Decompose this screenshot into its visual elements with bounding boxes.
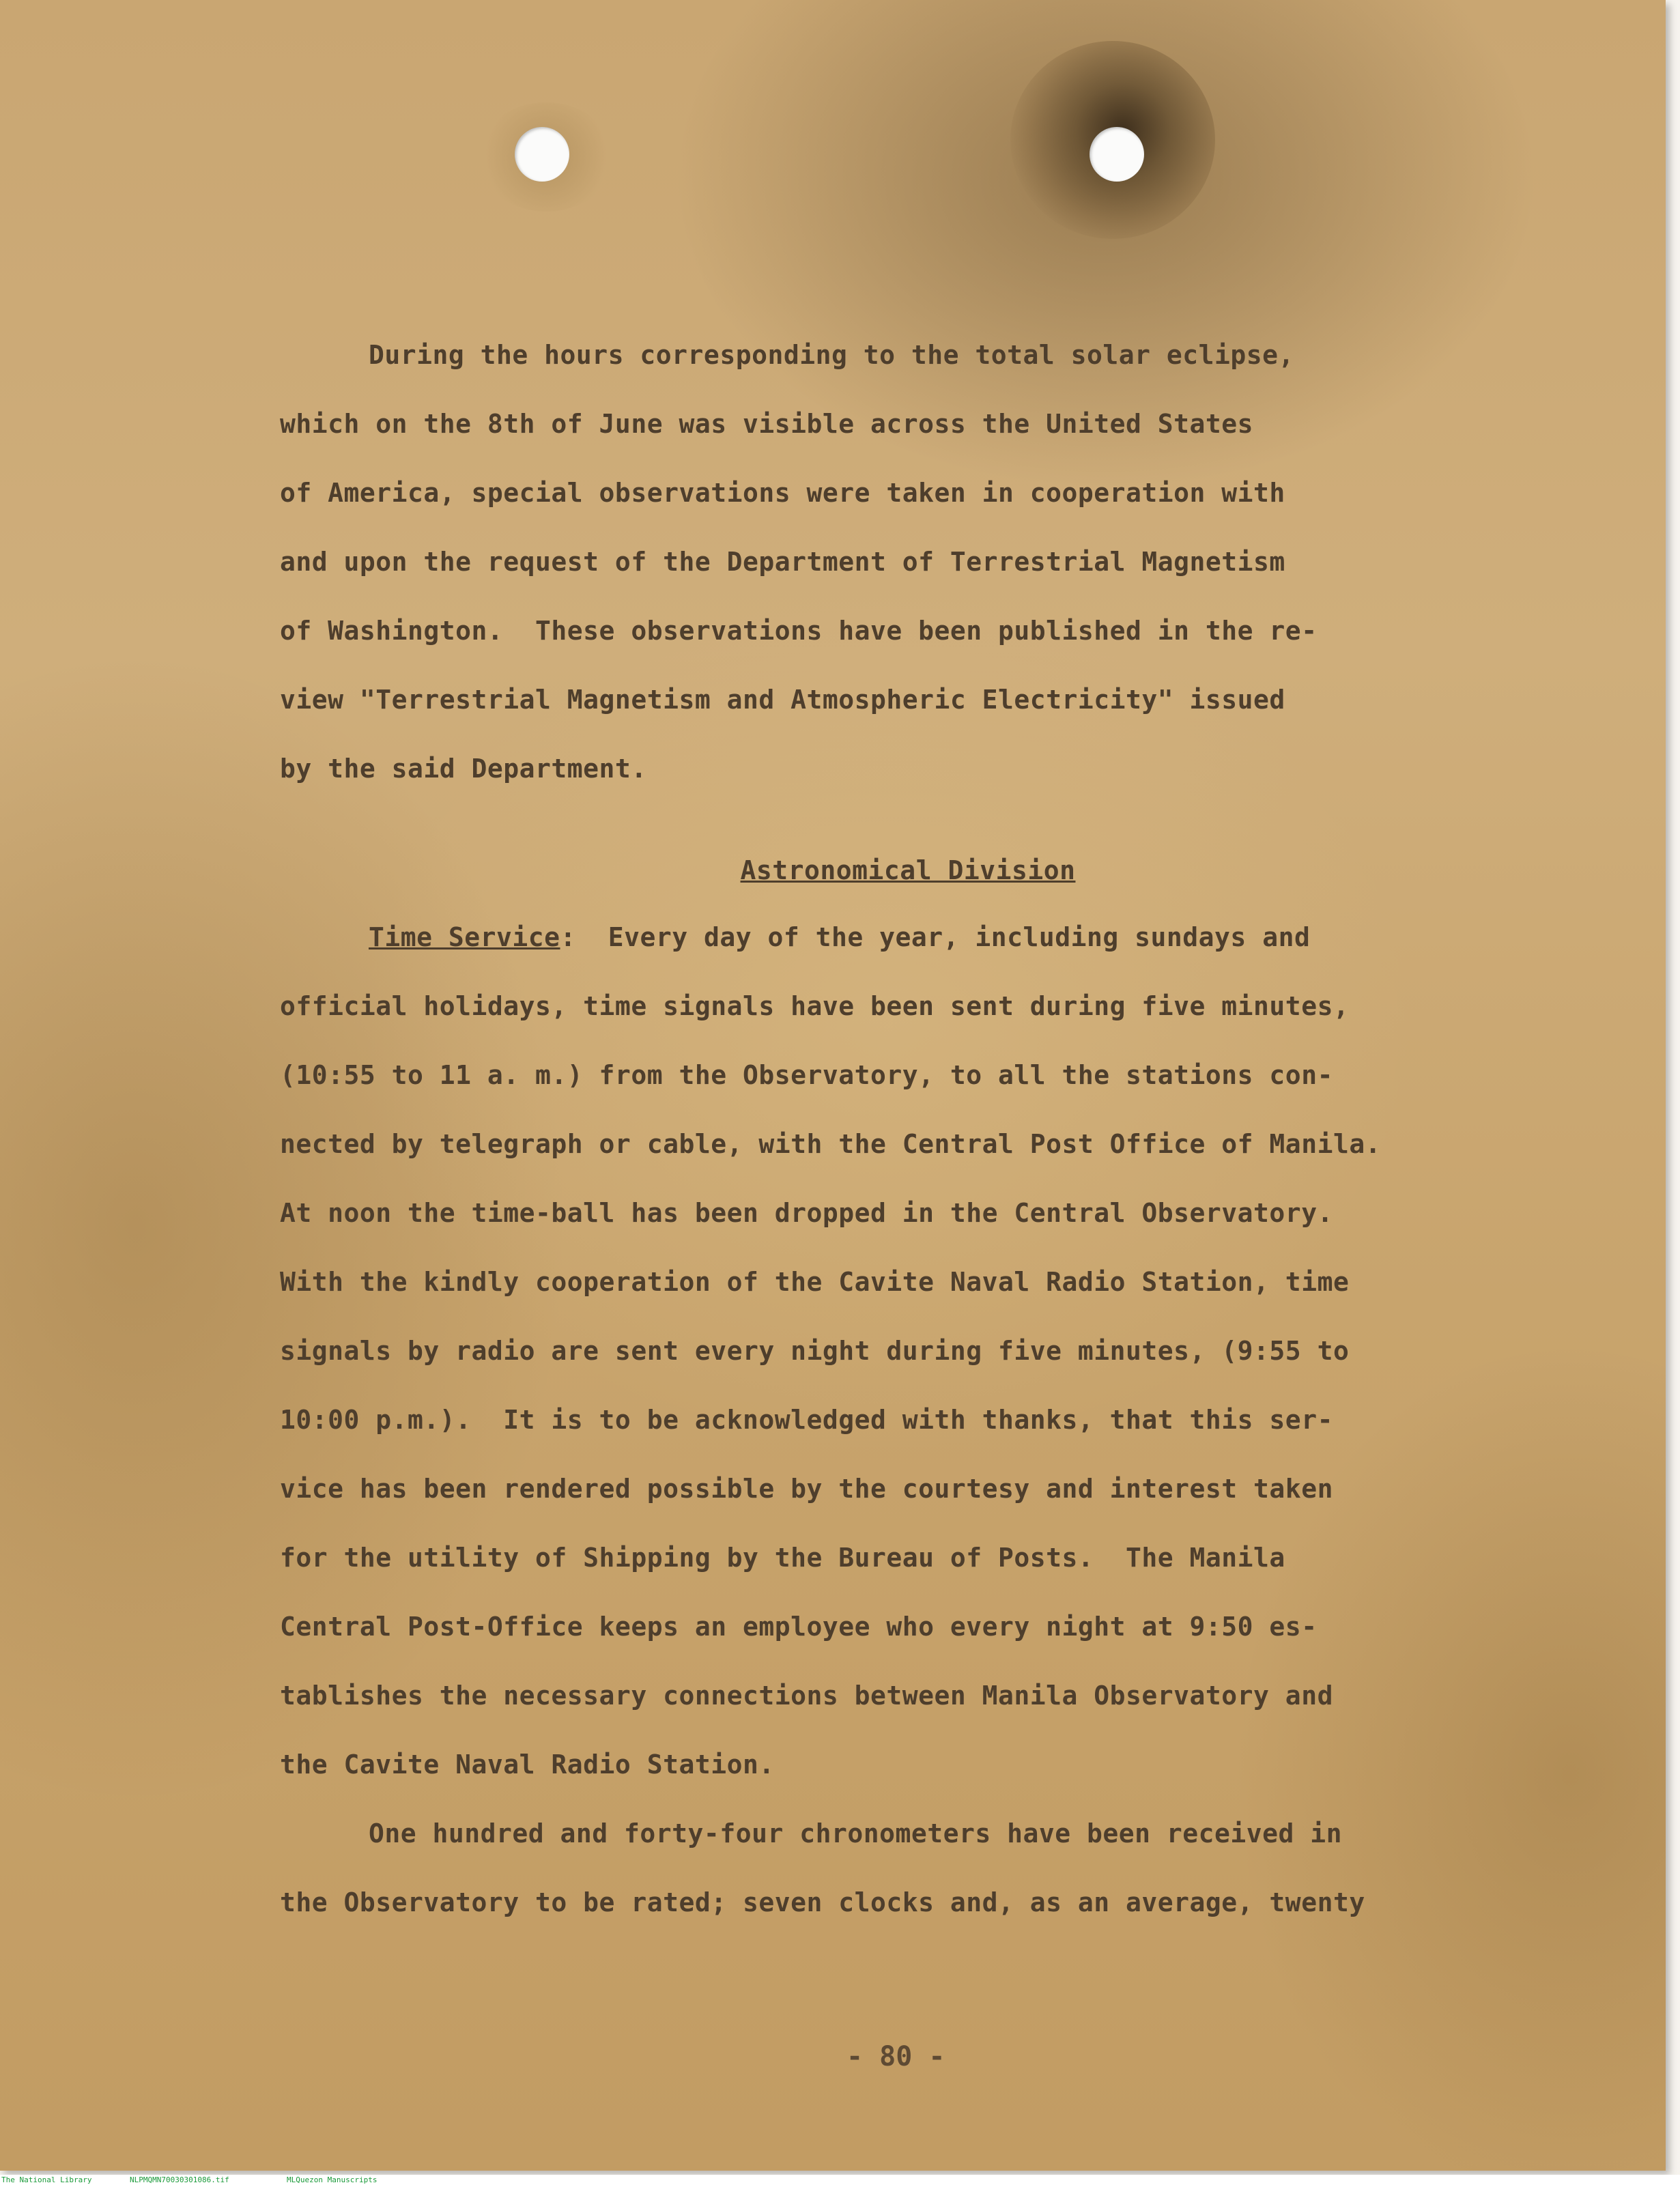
text-line: by the said Department. bbox=[280, 754, 647, 784]
text-line: nected by telegraph or cable, with the Central Post Office of Manila. bbox=[280, 1129, 1382, 1159]
text-line: 10:00 p.m.). It is to be acknowledged with thanks, that this ser- bbox=[280, 1405, 1333, 1435]
text-line: One hundred and forty-four chronometers have been received in bbox=[369, 1818, 1343, 1848]
subheading-colon: : bbox=[560, 922, 576, 952]
typed-text bbox=[280, 321, 1509, 1937]
text-line: the Cavite Naval Radio Station. bbox=[280, 1750, 775, 1780]
text-line: (10:55 to 11 a. m.) from the Observatory, to all the stations con- bbox=[280, 1060, 1333, 1090]
text-line: official holidays, time signals have been sent during five minutes, bbox=[280, 991, 1350, 1021]
text-line: vice has been rendered possible by the courtesy and interest taken bbox=[280, 1474, 1333, 1504]
footer-filename: NLPMQMN70030301086.tif bbox=[130, 2175, 229, 2184]
punch-hole-right bbox=[1090, 127, 1144, 182]
subheading-time-service: Time Service bbox=[369, 922, 560, 952]
text-line: During the hours corresponding to the total solar eclipse, bbox=[369, 340, 1294, 370]
text-line: tablishes the necessary connections between Manila Observatory and bbox=[280, 1681, 1333, 1711]
text-line: signals by radio are sent every night during five minutes, (9:55 to bbox=[280, 1336, 1350, 1366]
scan-footer bbox=[0, 2175, 1680, 2185]
text-line: the Observatory to be rated; seven clocks and, as an average, twenty bbox=[280, 1887, 1365, 1917]
text-line-rest: Every day of the year, including sundays and bbox=[575, 922, 1311, 952]
punch-hole-left bbox=[515, 127, 569, 182]
text-line: for the utility of Shipping by the Bureau of Posts. The Manila bbox=[280, 1543, 1285, 1573]
text-line: of America, special observations were taken in cooperation with bbox=[280, 478, 1285, 508]
text-line bbox=[280, 903, 1509, 972]
section-heading: Astronomical Division bbox=[740, 855, 1076, 885]
text-line: of Washington. These observations have been published in the re- bbox=[280, 616, 1318, 646]
text-line: At noon the time-ball has been dropped in the Central Observatory. bbox=[280, 1198, 1333, 1228]
footer-library: The National Library bbox=[1, 2175, 92, 2184]
page-number: - 80 - bbox=[846, 2041, 945, 2072]
text-line: Central Post-Office keeps an employee who every night at 9:50 es- bbox=[280, 1612, 1318, 1642]
footer-collection: MLQuezon Manuscripts bbox=[287, 2175, 378, 2184]
text-line: view "Terrestrial Magnetism and Atmospheric Electricity" issued bbox=[280, 685, 1285, 715]
text-line: and upon the request of the Department of Terrestrial Magnetism bbox=[280, 547, 1285, 577]
text-line: which on the 8th of June was visible across the United States bbox=[280, 409, 1254, 439]
text-line: With the kindly cooperation of the Cavite Naval Radio Station, time bbox=[280, 1267, 1350, 1297]
spacer bbox=[280, 803, 1509, 838]
